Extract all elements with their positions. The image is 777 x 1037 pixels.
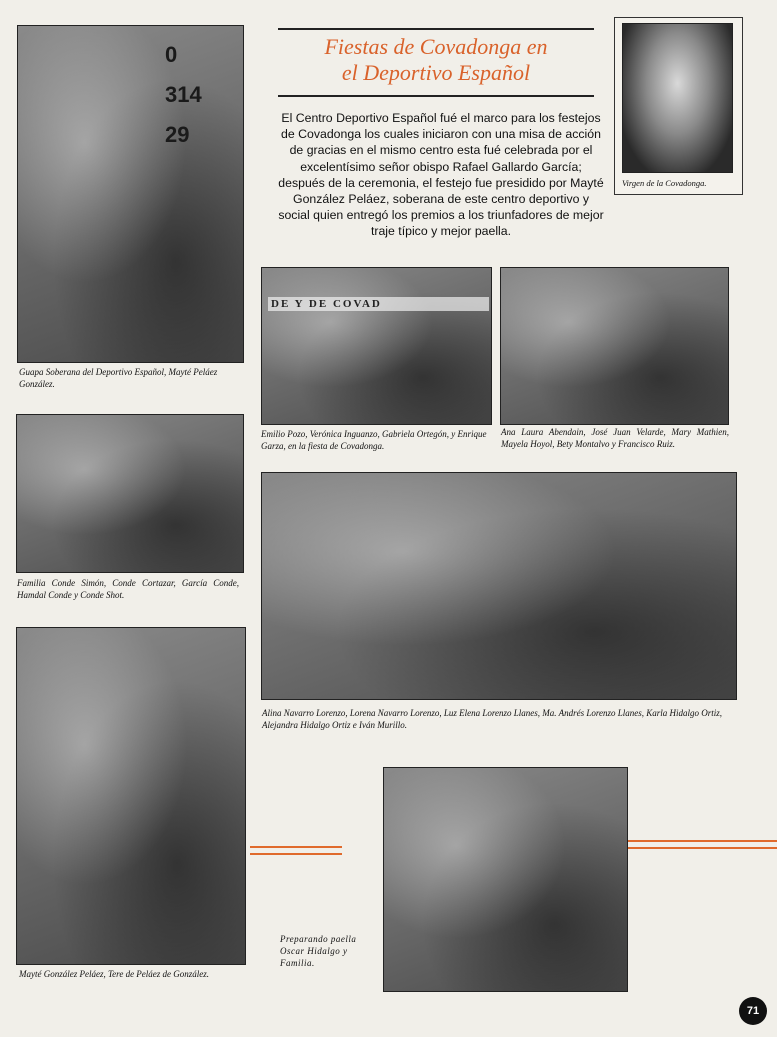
orange-line-left-2 (250, 853, 342, 855)
photo-familia (16, 414, 244, 573)
photo-emilio (261, 267, 492, 425)
title-rule-bottom (278, 95, 594, 97)
orange-line-right-1 (628, 840, 777, 842)
caption-ninos: Alina Navarro Lorenzo, Lorena Navarro Lorenzo, Luz Elena Lorenzo Llanes, Ma. Andrés Lorenzo Llanes, Karla Hidalgo Ortiz, Alejandra Hidalgo Ortiz e Iván Murillo. (262, 708, 723, 730)
photo-virgen (622, 23, 733, 173)
photo-mayte-tere (16, 627, 246, 965)
article-title (278, 34, 594, 86)
orange-line-right-2 (628, 847, 777, 849)
caption-virgen: Virgen de la Covadonga. (622, 178, 707, 188)
article-body: El Centro Deportivo Español fué el marco para los festejos de Covadonga los cuales iniciaron con una misa de acción de gracias en el mismo centro esta fué celebrada por el excelentísimo señor obispo Rafael Gallardo García; después de la ceremonia, el festejo fue presidido por Mayté González Peláez, soberana de este centro deportivo y social quien entregó los premios a los triunfadores de mejor traje típico y mejor paella. (278, 111, 604, 239)
photo-ana-laura (500, 267, 729, 425)
article-title-line2: el Deportivo Español (341, 60, 531, 85)
caption-mayte-tere: Mayté González Peláez, Tere de Peláez de González. (19, 969, 210, 979)
photo-soberana-sign: 0 314 29 (165, 42, 202, 147)
caption-familia: Familia Conde Simón, Conde Cortazar, García Conde, Hamdal Conde y Conde Shot. (17, 578, 239, 600)
title-rule-top (278, 28, 594, 30)
orange-line-left-1 (250, 846, 342, 848)
photo-ninos (261, 472, 737, 700)
caption-emilio: Emilio Pozo, Verónica Inguanzo, Gabriela Ortegón, y Enrique Garza, en la fiesta de Covadonga. (261, 429, 487, 451)
caption-soberana: Guapa Soberana del Deportivo Español, Mayté Peláez González. (19, 367, 218, 389)
photo-emilio-banner: DE Y DE COVAD (268, 297, 489, 311)
page-number: 71 (739, 997, 767, 1025)
caption-ana-laura: Ana Laura Abendain, José Juan Velarde, Mary Mathien, Mayela Hoyol, Bety Montalvo y Francisco Ruiz. (501, 427, 729, 449)
photo-paella (383, 767, 628, 992)
caption-paella: Preparando paella Oscar Hidalgo y Familia. (280, 934, 357, 968)
article-title-line1: Fiestas de Covadonga en (324, 34, 548, 59)
